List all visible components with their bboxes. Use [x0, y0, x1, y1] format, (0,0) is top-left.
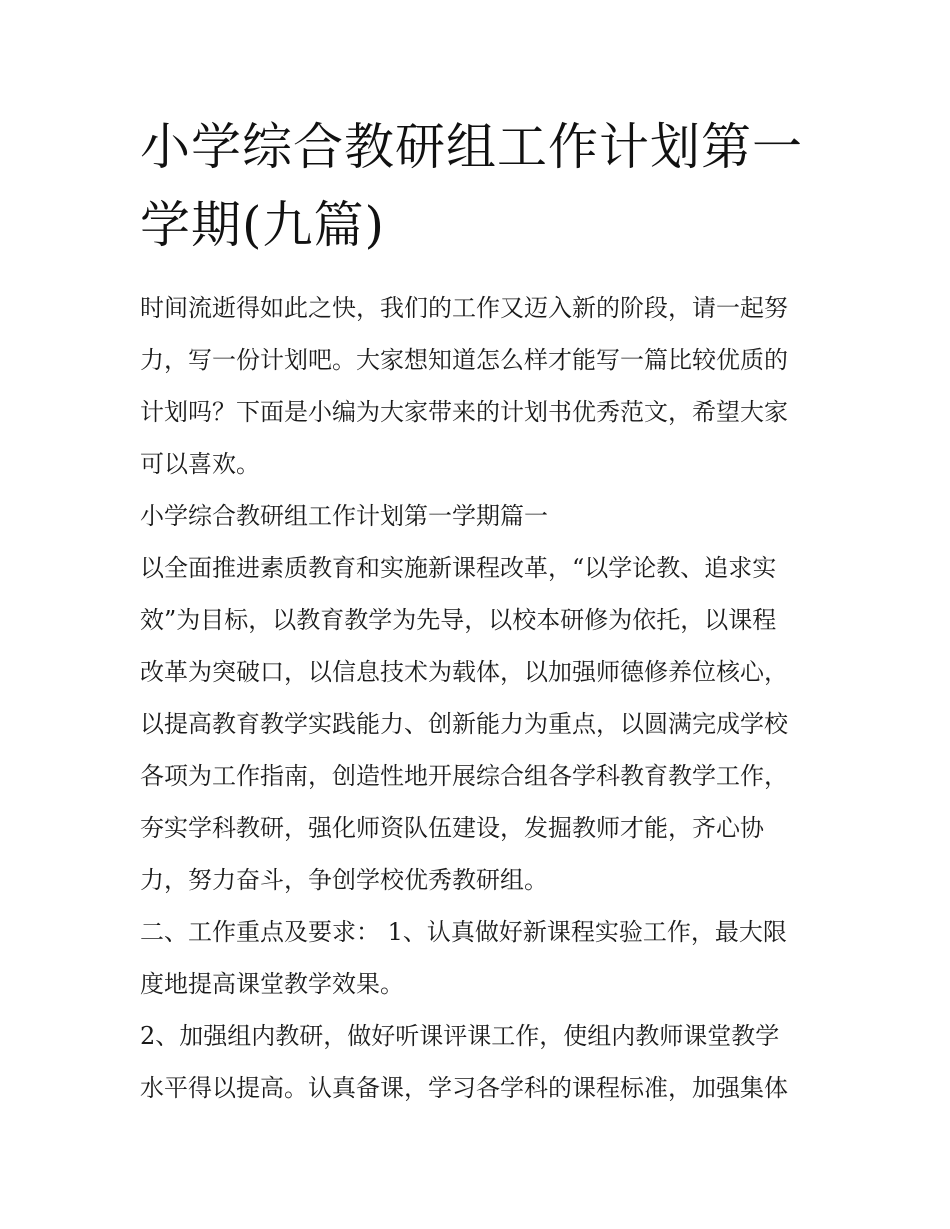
text-line: 二、工作重点及要求： 1、认真做好新课程实验工作，最大限 — [140, 918, 787, 946]
text-line: 力，写一份计划吧。大家想知道怎么样才能写一篇比较优质的 — [140, 346, 788, 374]
text-line: 以全面推进素质教育和实施新课程改革，“以学论教、追求实 — [140, 554, 777, 582]
text-line: 力，努力奋斗，争创学校优秀教研组。 — [140, 866, 548, 894]
text-line: 以提高教育教学实践能力、创新能力为重点，以圆满完成学校 — [140, 710, 788, 738]
text-line: 可以喜欢。 — [140, 450, 260, 478]
document-body — [140, 282, 820, 1114]
section-heading: 小学综合教研组工作计划第一学期篇一 — [140, 502, 548, 530]
text-line: 度地提高课堂教学效果。 — [140, 970, 404, 998]
text-line: 改革为突破口，以信息技术为载体，以加强师德修养位核心， — [140, 658, 788, 686]
document-title — [140, 108, 820, 264]
document-page — [140, 108, 820, 1114]
text-line: 计划吗？下面是小编为大家带来的计划书优秀范文，希望大家 — [140, 398, 788, 426]
title-line: 学期(九篇) — [140, 196, 386, 254]
text-line: 效”为目标，以教育教学为先导，以校本研修为依托，以课程 — [140, 606, 777, 634]
text-line: 2、加强组内教研，做好听课评课工作，使组内教师课堂教学 — [140, 1022, 780, 1050]
title-line: 小学综合教研组工作计划第一 — [140, 118, 803, 176]
text-line: 水平得以提高。认真备课，学习各学科的课程标准，加强集体 — [140, 1074, 788, 1102]
text-line: 时间流逝得如此之快，我们的工作又迈入新的阶段，请一起努 — [140, 294, 788, 322]
text-line: 各项为工作指南，创造性地开展综合组各学科教育教学工作， — [140, 762, 788, 790]
text-line: 夯实学科教研，强化师资队伍建设，发掘教师才能，齐心协 — [140, 814, 764, 842]
